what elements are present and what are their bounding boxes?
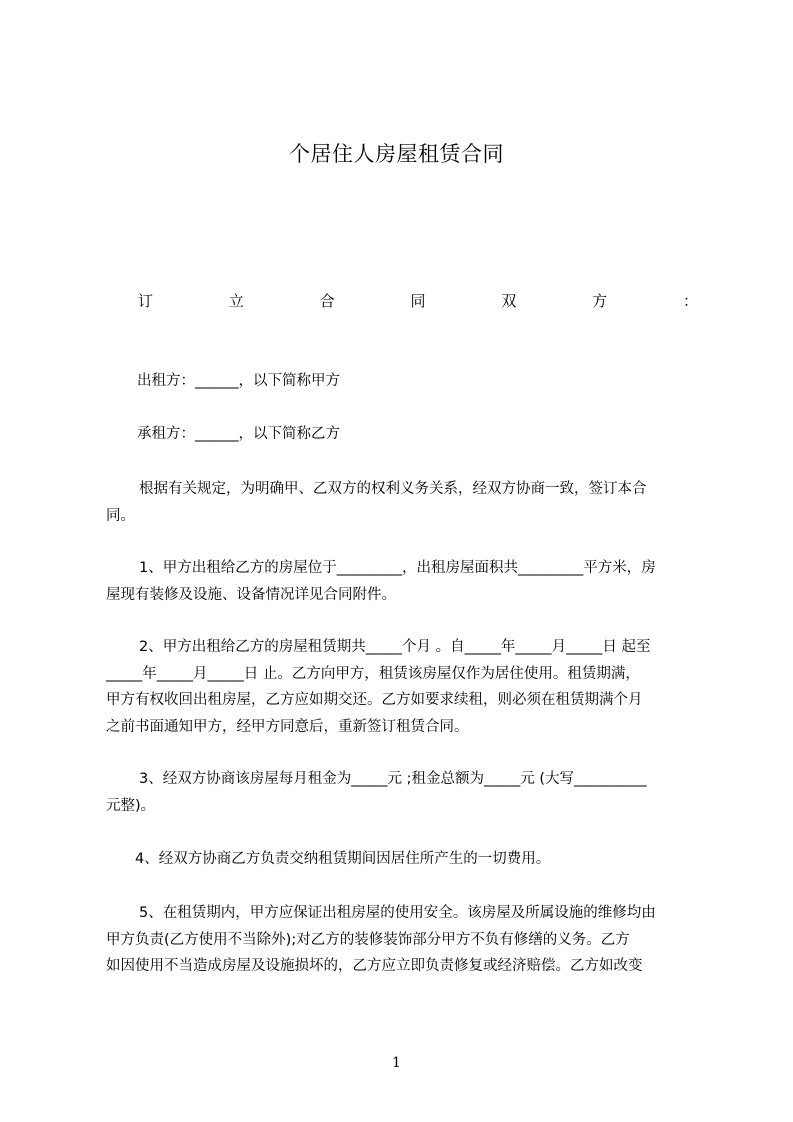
paragraph-line: 4、经双方协商乙方负责交纳租赁期间因居住所产生的一切费用。 [135, 851, 551, 867]
paragraph-line: 甲方有权收回出租房屋，乙方应如期交还。乙方如要求续租，则必须在租赁期满个月 [106, 692, 643, 708]
clause-2 [106, 634, 712, 740]
intro-paragraph [106, 476, 712, 529]
paragraph-line: 2、甲方出租给乙方的房屋租赁期共_____个月 。自_____年_____月_____日 起至 [139, 639, 651, 655]
paragraph-line: 元整)。 [106, 797, 156, 814]
paragraph-line: 出租方：______，以下简称甲方 [137, 373, 340, 389]
paragraph-line: 甲方负责(乙方使用不当除外);对乙方的装修装饰部分甲方不负有修缮的义务。乙方 [106, 931, 630, 948]
paragraph-line: 同。 [106, 507, 135, 524]
paragraph-line: _____年_____月_____日 止。乙方向甲方，租赁该房屋仅作为居住使用。租赁期满， [106, 665, 640, 682]
paragraph-line: 屋现有装修及设施、设备情况详见合同附件。 [106, 586, 396, 603]
clause-4 [106, 846, 712, 873]
paragraph-line: 5、在租赁期内，甲方应保证出租房屋的使用安全。该房屋及所属设施的维修均由 [139, 905, 656, 921]
lessor-line [137, 368, 340, 395]
paragraph-line: 承租方：______，以下简称乙方 [137, 426, 340, 442]
clause-1 [106, 555, 712, 608]
parties-heading-char: 同 [410, 292, 426, 310]
paragraph-line: 1、甲方出租给乙方的房屋位于_________，出租房屋面积共_________平方米，房 [139, 560, 656, 576]
document-title: 个居住人房屋租赁合同 [289, 142, 504, 166]
parties-heading-char: 立 [228, 292, 244, 310]
paragraph-line: 如因使用不当造成房屋及设施损坏的，乙方应立即负责修复或经济赔偿。乙方如改变 [106, 958, 643, 974]
page-number: 1 [392, 1055, 401, 1071]
parties-heading [138, 290, 698, 311]
parties-heading-char: 方 [592, 292, 608, 310]
paragraph-line: 根据有关规定，为明确甲、乙双方的权利义务关系，经双方协商一致，签订本合 [139, 481, 647, 497]
paragraph-line: 之前书面通知甲方，经甲方同意后，重新签订租赁合同。 [106, 718, 469, 735]
clause-5 [106, 900, 712, 980]
parties-heading-char: 合 [319, 292, 335, 310]
parties-heading-char: ： [682, 292, 698, 310]
clause-3 [106, 766, 712, 819]
parties-heading-char: 双 [501, 292, 517, 310]
lessee-line [137, 421, 340, 448]
paragraph-line: 3、经双方协商该房屋每月租金为_____元 ;租金总额为_____元 (大写__________ [139, 771, 647, 787]
parties-heading-char: 订 [138, 292, 154, 310]
